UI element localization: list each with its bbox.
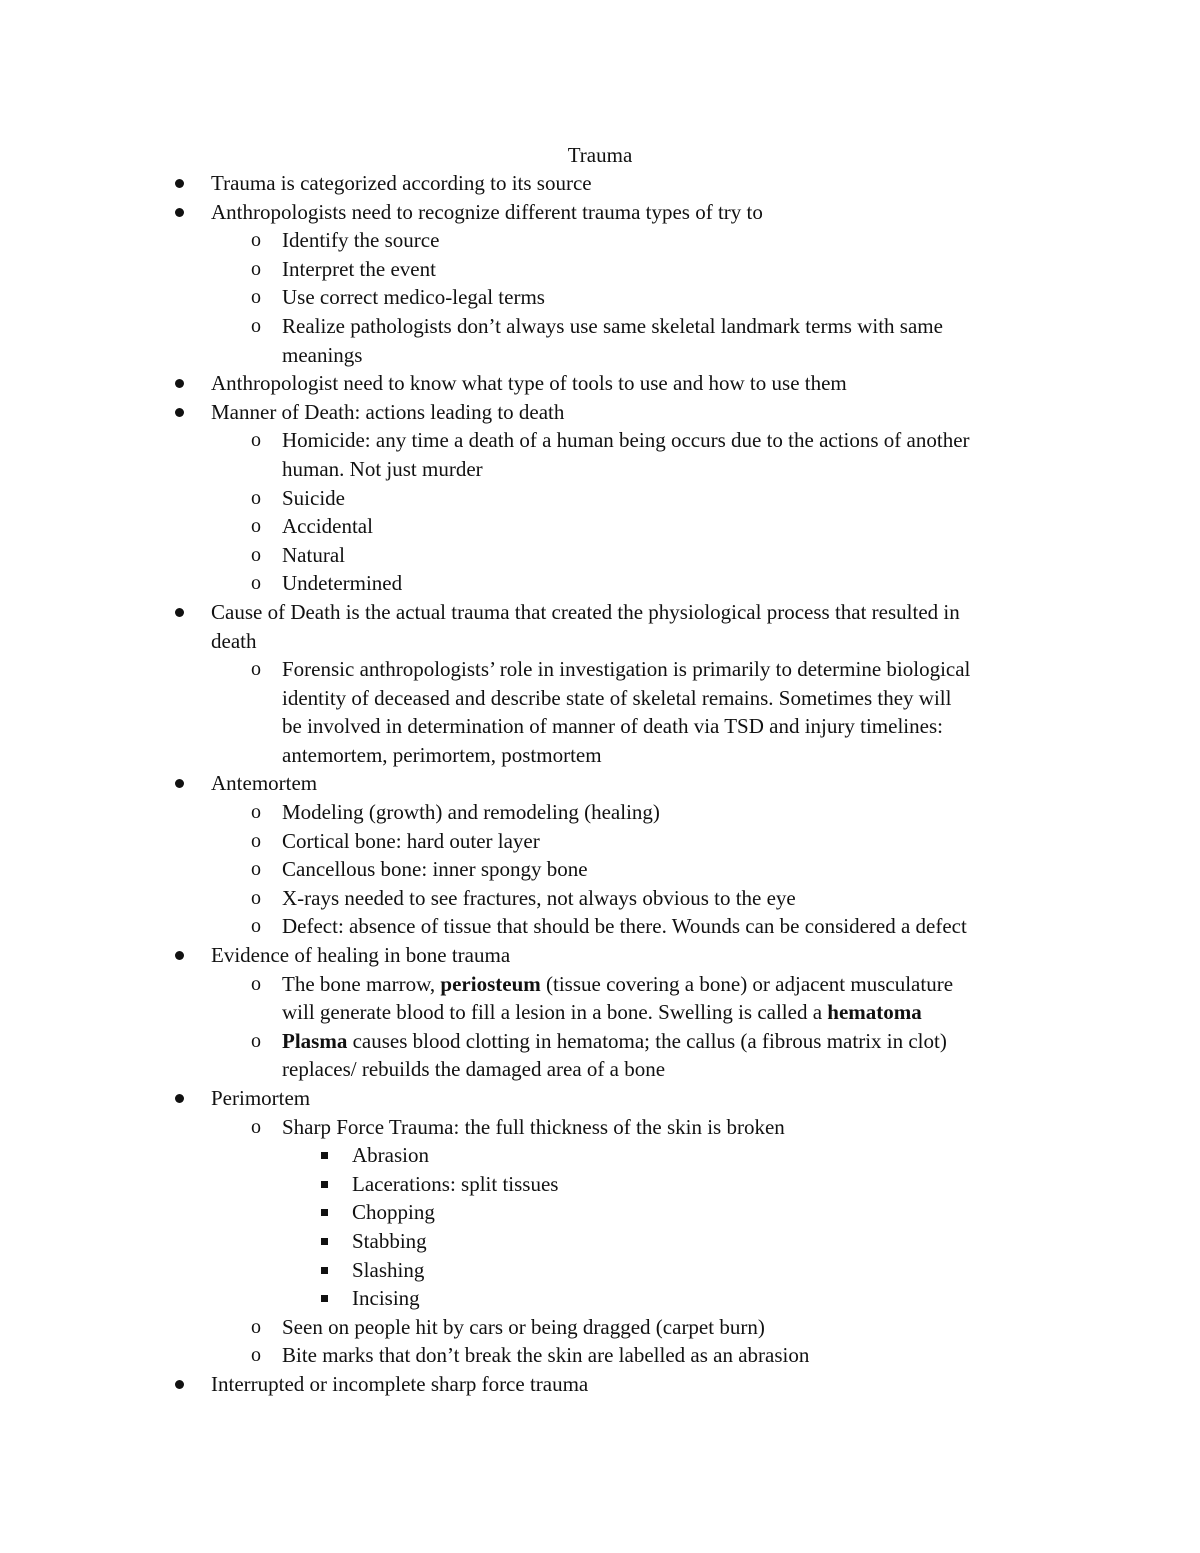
list-item-text: Modeling (growth) and remodeling (healing): [282, 800, 660, 825]
list-item-level-2: [172, 1341, 1072, 1370]
list-item-continuation: [172, 627, 1072, 656]
bullet-square-icon: [321, 1152, 328, 1159]
list-item-level-3: [172, 1227, 1072, 1256]
bullet-square-icon: [321, 1209, 328, 1216]
list-item-text: replaces/ rebuilds the damaged area of a bone: [282, 1057, 666, 1082]
list-item-text: Slashing: [352, 1257, 425, 1282]
list-item-text: X-rays needed to see fractures, not always obvious to the eye: [282, 885, 796, 910]
list-item-level-1: [172, 198, 1072, 227]
bullet-circle-icon: o: [251, 972, 261, 995]
list-item-text: Evidence of healing in bone trauma: [211, 943, 511, 968]
list-item-level-1: [172, 1084, 1072, 1113]
list-item-text: death: [211, 628, 257, 653]
list-item-continuation: [172, 998, 1072, 1027]
list-item-text: Lacerations: split tissues: [352, 1171, 559, 1196]
list-item-continuation: [172, 455, 1072, 484]
bullet-circle-icon: o: [251, 915, 261, 938]
list-item-text: Bite marks that don’t break the skin are labelled as an abrasion: [282, 1343, 810, 1368]
bullet-circle-icon: o: [251, 486, 261, 509]
text-run: causes blood clotting in hematoma; the callus (a fibrous matrix in clot): [347, 1028, 947, 1053]
bullet-circle-icon: o: [251, 257, 261, 280]
list-item-level-1: [172, 398, 1072, 427]
bullet-circle-icon: o: [251, 286, 261, 309]
bullet-dot-icon: [175, 179, 184, 188]
list-item-level-2: [172, 827, 1072, 856]
bullet-dot-icon: [175, 1094, 184, 1103]
list-item-level-3: [172, 1170, 1072, 1199]
list-item-continuation: [172, 341, 1072, 370]
bullet-dot-icon: [175, 608, 184, 617]
bullet-square-icon: [321, 1181, 328, 1188]
list-item-level-2: [172, 226, 1072, 255]
bullet-circle-icon: o: [251, 229, 261, 252]
bullet-circle-icon: o: [251, 886, 261, 909]
bullet-circle-icon: o: [251, 314, 261, 337]
list-item-text: Anthropologists need to recognize different trauma types of try to: [211, 199, 763, 224]
list-item-text: antemortem, perimortem, postmortem: [282, 742, 602, 767]
bullet-circle-icon: o: [251, 515, 261, 538]
list-item-text: Undetermined: [282, 571, 403, 596]
list-item-level-3: [172, 1141, 1072, 1170]
outline-list: [172, 169, 1072, 1399]
document-title: Trauma: [567, 143, 633, 167]
list-item-text: Sharp Force Trauma: the full thickness of the skin is broken: [282, 1114, 785, 1139]
list-item-text: Identify the source: [282, 228, 440, 253]
list-item-text: Perimortem: [211, 1086, 311, 1110]
list-item-text: identity of deceased and describe state of skeletal remains. Sometimes they will: [282, 685, 952, 710]
list-item-level-2: [172, 855, 1072, 884]
list-item-level-2: [172, 484, 1072, 513]
list-item-text: Chopping: [352, 1200, 435, 1225]
bullet-circle-icon: o: [251, 1029, 261, 1052]
list-item-text: [282, 1000, 922, 1024]
bullet-dot-icon: [175, 208, 184, 217]
list-item-text: Use correct medico-legal terms: [282, 285, 545, 310]
bullet-circle-icon: o: [251, 1115, 261, 1138]
list-item-level-2: [172, 569, 1072, 598]
bold-term: periosteum: [440, 971, 541, 996]
list-item-level-2: [172, 884, 1072, 913]
bullet-square-icon: [321, 1295, 328, 1302]
list-item-text: Defect: absence of tissue that should be there. Wounds can be considered a defect: [282, 914, 967, 939]
list-item-text: human. Not just murder: [282, 456, 483, 481]
bold-term: hematoma: [827, 1000, 922, 1025]
list-item-text: Cause of Death is the actual trauma that created the physiological process that resulted in: [211, 599, 960, 624]
list-item-level-1: [172, 769, 1072, 798]
list-item-level-1: [172, 941, 1072, 970]
list-item-level-2: [172, 426, 1072, 455]
bullet-dot-icon: [175, 951, 184, 960]
list-item-text: Cortical bone: hard outer layer: [282, 828, 540, 853]
list-item-text: Natural: [282, 542, 345, 567]
bullet-dot-icon: [175, 408, 184, 417]
bullet-dot-icon: [175, 1380, 184, 1389]
list-item-text: [282, 1029, 947, 1053]
list-item-level-2: [172, 970, 1072, 999]
list-item-text: Accidental: [282, 514, 373, 539]
bullet-dot-icon: [175, 779, 184, 788]
list-item-level-1: [172, 169, 1072, 198]
list-item-level-2: [172, 655, 1072, 684]
list-item-level-2: [172, 512, 1072, 541]
list-item-level-2: [172, 1113, 1072, 1142]
list-item-text: Interpret the event: [282, 256, 436, 281]
bullet-circle-icon: o: [251, 1344, 261, 1367]
list-item-level-3: [172, 1284, 1072, 1313]
bold-term: Plasma: [282, 1028, 348, 1053]
bullet-circle-icon: o: [251, 858, 261, 881]
list-item-level-3: [172, 1256, 1072, 1285]
list-item-text: Manner of Death: actions leading to death: [211, 399, 565, 424]
list-item-text: Cancellous bone: inner spongy bone: [282, 857, 588, 882]
list-item-level-2: [172, 283, 1072, 312]
list-item-level-1: [172, 1370, 1072, 1399]
list-item-level-2: [172, 1313, 1072, 1342]
list-item-level-2: [172, 255, 1072, 284]
list-item-continuation: [172, 741, 1072, 770]
list-item-level-3: [172, 1198, 1072, 1227]
list-item-text: Seen on people hit by cars or being dragged (carpet burn): [282, 1314, 765, 1339]
list-item-level-1: [172, 598, 1072, 627]
list-item-text: meanings: [282, 342, 363, 367]
list-item-text: Stabbing: [352, 1228, 427, 1253]
list-item-text: Homicide: any time a death of a human being occurs due to the actions of another: [282, 428, 970, 453]
list-item-level-2: [172, 1027, 1072, 1056]
list-item-text: [282, 972, 953, 996]
list-item-text: Suicide: [282, 485, 345, 510]
text-run: (tissue covering a bone) or adjacent musculature: [540, 971, 954, 996]
bullet-circle-icon: o: [251, 829, 261, 852]
list-item-text: Abrasion: [352, 1143, 429, 1168]
list-item-text: Realize pathologists don’t always use same skeletal landmark terms with same: [282, 313, 943, 338]
bullet-square-icon: [321, 1267, 328, 1274]
list-item-text: Incising: [352, 1286, 420, 1311]
bullet-circle-icon: o: [251, 543, 261, 566]
list-item-text: Antemortem: [211, 771, 318, 796]
list-item-level-2: [172, 541, 1072, 570]
bullet-circle-icon: o: [251, 658, 261, 681]
bullet-circle-icon: o: [251, 572, 261, 595]
list-item-level-1: [172, 369, 1072, 398]
list-item-continuation: [172, 712, 1072, 741]
list-item-level-2: [172, 312, 1072, 341]
list-item-text: Trauma is categorized according to its source: [211, 171, 592, 195]
bullet-dot-icon: [175, 379, 184, 388]
list-item-level-2: [172, 798, 1072, 827]
list-item-continuation: [172, 1055, 1072, 1084]
list-item-text: Interrupted or incomplete sharp force trauma: [211, 1371, 589, 1396]
bullet-circle-icon: o: [251, 1315, 261, 1338]
bullet-square-icon: [321, 1238, 328, 1245]
text-run: will generate blood to fill a lesion in a bone. Swelling is called a: [282, 1000, 828, 1025]
list-item-level-2: [172, 912, 1072, 941]
list-item-text: be involved in determination of manner of death via TSD and injury timelines:: [282, 714, 943, 739]
list-item-continuation: [172, 684, 1072, 713]
list-item-text: Anthropologist need to know what type of tools to use and how to use them: [211, 371, 847, 396]
bullet-circle-icon: o: [251, 429, 261, 452]
bullet-circle-icon: o: [251, 801, 261, 824]
text-run: The bone marrow,: [282, 971, 441, 996]
list-item-text: Forensic anthropologists’ role in investigation is primarily to determine biological: [282, 657, 971, 682]
